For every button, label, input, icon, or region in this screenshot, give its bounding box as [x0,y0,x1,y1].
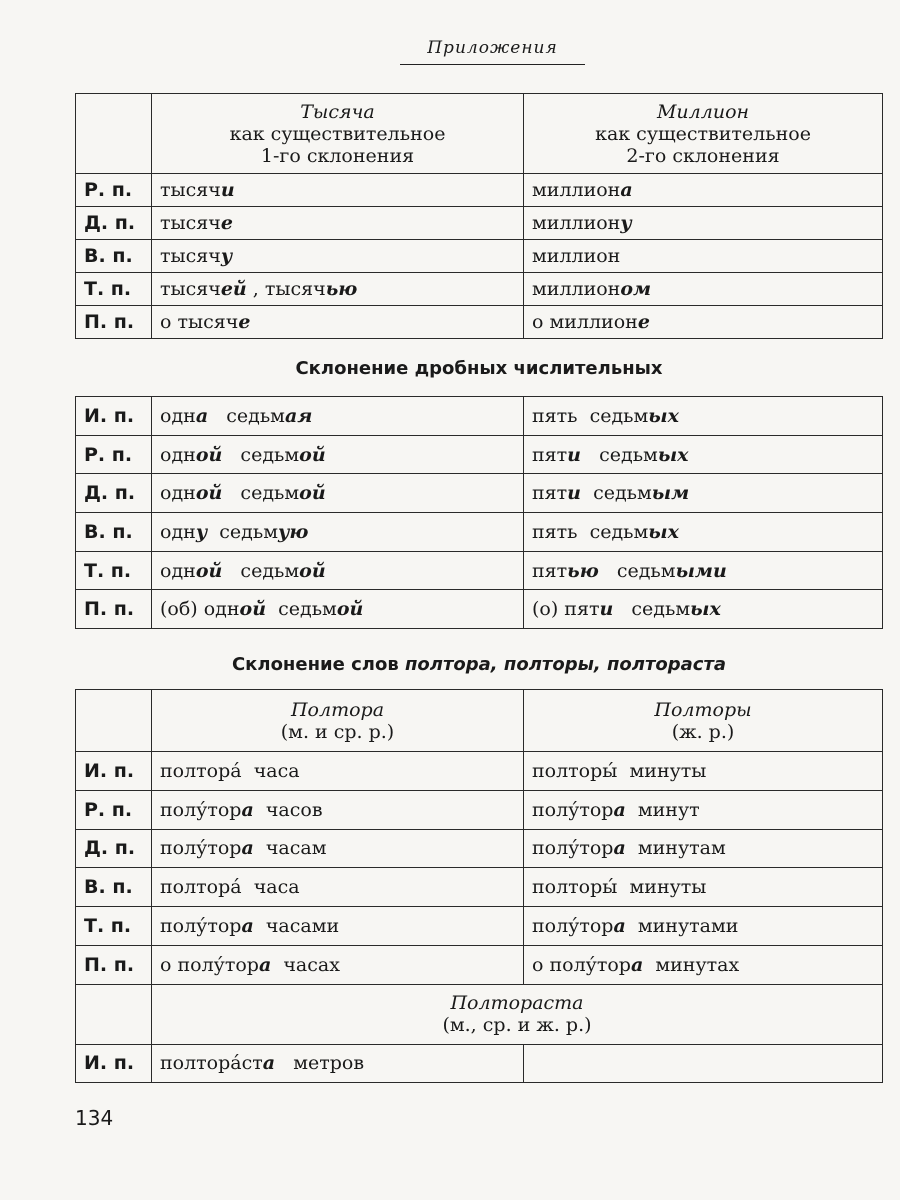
case-label: Д. п. [76,474,152,513]
word-stem: часов [253,798,323,821]
word-stem: минутами [625,915,739,938]
page-number: 134 [75,1106,114,1130]
form-cell [152,868,524,907]
table-row [76,829,883,868]
word-stem: полу́тор [160,915,242,938]
word-stem: седьм [208,404,285,427]
case-label: И. п. [76,397,152,436]
word-stem: полторáст [160,1052,263,1075]
case-label: Т. п. [76,551,152,590]
word-stem: седьм [598,559,676,582]
word-stem: минут [625,798,700,821]
case-label: В. п. [76,240,152,273]
form-cell [152,551,524,590]
section-title-poltora [75,654,883,675]
empty-cell [524,1044,883,1082]
word-stem: миллион [532,212,621,234]
form-cell [152,240,524,273]
running-header: Приложения [400,38,585,65]
empty-corner [76,94,152,174]
word-stem: о миллион [532,311,638,333]
word-stem: метров [275,1052,365,1075]
table-row [76,240,883,273]
form-cell [152,474,524,513]
word-stem: часа [241,759,300,782]
ending-highlight: и [599,598,614,621]
header-line: как существительное [595,122,811,145]
word-stem: тысяч [160,245,221,267]
ending-highlight: ой [195,443,223,466]
case-label: П. п. [76,945,152,984]
ending-highlight: ой [195,559,223,582]
word-stem: часам [253,837,327,860]
word-stem: пять седьм [532,404,649,427]
form-cell [152,945,524,984]
section-title-words: полтора, полторы, полтораста [404,654,727,675]
empty-cell [76,984,152,1044]
ending-highlight: а [620,179,633,201]
word-stem: о полу́тор [532,953,631,976]
header-line: (м., ср. и ж. р.) [442,1014,592,1037]
ending-highlight: ью [325,278,358,300]
form-cell [152,306,524,339]
word-stem: тысяч [160,212,221,234]
word-stem: о полу́тор [160,953,259,976]
ending-highlight: а [613,837,626,860]
word-stem: часами [253,915,340,938]
ending-highlight: а [262,1052,276,1075]
form-cell [152,752,524,791]
table-row [76,907,883,946]
ending-highlight: у [620,212,632,234]
case-label: Р. п. [76,174,152,207]
case-label: В. п. [76,513,152,552]
ending-highlight: ых [690,598,721,621]
word-stem: полу́тор [532,915,614,938]
word-stem: , тысяч [246,278,326,300]
form-cell [152,790,524,829]
ending-highlight: а [241,837,254,860]
ending-highlight: у [220,245,233,267]
word-stem: одн [160,482,196,505]
form-cell [152,397,524,436]
word-stem: миллион [532,179,621,201]
ending-highlight: ой [299,443,326,466]
word-stem: седьм [222,482,300,505]
ending-highlight: ыми [675,559,727,582]
word-stem: седьм [222,443,300,466]
poltora-table [75,689,883,1083]
form-cell [524,474,883,513]
header-title: Полтораста [450,992,584,1015]
ending-highlight: ью [567,559,599,582]
ending-highlight: ей [220,278,247,300]
form-cell [524,435,883,474]
case-label: И. п. [76,752,152,791]
table-row [76,945,883,984]
word-stem: о тысяч [160,311,239,333]
form-cell [524,551,883,590]
word-stem: пят [532,443,568,466]
case-label: Р. п. [76,790,152,829]
form-cell [152,1044,524,1082]
ending-highlight: ую [277,520,309,543]
word-stem: полу́тор [532,798,614,821]
ending-highlight: ых [648,520,679,543]
header-title: Тысяча [300,100,375,123]
word-stem: миллион [532,245,621,267]
word-stem: миллион [532,278,621,300]
ending-highlight: ой [336,598,364,621]
table-row [76,397,883,436]
word-stem: (о) пят [532,598,600,621]
table-row [76,551,883,590]
case-label: И. п. [76,1044,152,1082]
form-cell [152,513,524,552]
form-cell [152,174,524,207]
word-stem: одн [160,404,196,427]
form-cell [524,240,883,273]
ending-highlight: и [567,482,581,505]
ending-highlight: е [220,212,233,234]
header-million [524,94,883,174]
ending-highlight: е [238,311,251,333]
form-cell [524,306,883,339]
ending-highlight: а [241,915,254,938]
word-stem: одн [160,559,196,582]
form-cell [524,945,883,984]
word-stem: пят [532,559,568,582]
case-label: П. п. [76,306,152,339]
ending-highlight: ой [195,482,223,505]
word-stem: часах [271,953,340,976]
word-stem: полторы́ [532,876,618,899]
table-row [76,174,883,207]
form-cell [152,207,524,240]
table-row [76,207,883,240]
form-cell [152,273,524,306]
ending-highlight: ой [239,598,267,621]
form-cell [152,435,524,474]
fractions-table [75,396,883,629]
header-line: 2-го склонения [626,144,780,167]
table-row [76,752,883,791]
form-cell [152,590,524,629]
case-label: В. п. [76,868,152,907]
header-poltorasta [152,984,883,1044]
header-poltora [152,690,524,752]
word-stem: полторá [160,876,242,899]
ending-highlight: а [258,953,272,976]
case-label: П. п. [76,590,152,629]
form-cell [524,273,883,306]
header-line: 1-го склонения [260,144,415,167]
word-stem: седьм [581,482,652,505]
ending-highlight: ом [620,278,652,300]
word-stem: полторá [160,759,242,782]
table-row [76,868,883,907]
table-row [76,435,883,474]
word-stem: (об) одн [160,598,240,621]
form-cell [524,907,883,946]
word-stem: седьм [266,598,337,621]
word-stem: часа [241,876,300,899]
form-cell [524,207,883,240]
case-label: Д. п. [76,207,152,240]
word-stem: седьм [222,559,300,582]
form-cell [524,513,883,552]
ending-highlight: и [567,443,581,466]
ending-highlight: а [613,798,626,821]
word-stem: одн [160,443,196,466]
ending-highlight: е [637,311,650,333]
header-poltory [524,690,883,752]
word-stem: полу́тор [160,798,242,821]
word-stem: минутам [625,837,726,860]
ending-highlight: а [613,915,626,938]
header-title: Полторы [654,698,752,721]
case-label: Т. п. [76,273,152,306]
case-label: Р. п. [76,435,152,474]
word-stem: минуты [617,759,707,782]
empty-corner [76,690,152,752]
form-cell [524,752,883,791]
form-cell [524,174,883,207]
header-title: Полтора [290,698,385,721]
table-row [76,474,883,513]
case-label: Д. п. [76,829,152,868]
word-stem: седьм [613,598,691,621]
form-cell [152,829,524,868]
table-row [76,513,883,552]
word-stem: седьм [581,443,658,466]
word-stem: седьм [207,520,278,543]
ending-highlight: ая [284,404,313,427]
word-stem: тысяч [160,278,221,300]
word-stem: полторы́ [532,759,618,782]
table-row [76,273,883,306]
ending-highlight: а [195,404,209,427]
ending-highlight: ых [648,404,679,427]
ending-highlight: и [220,179,235,201]
word-stem: одн [160,520,196,543]
form-cell [524,590,883,629]
section-title-fractions: Склонение дробных числительных [295,358,663,379]
ending-highlight: ой [299,559,326,582]
header-thousand [152,94,524,174]
header-line: (ж. р.) [671,720,735,743]
ending-highlight: у [195,520,208,543]
header-line: как существительное [229,122,446,145]
form-cell [524,397,883,436]
header-title: Миллион [656,100,750,123]
word-stem: пят [532,482,568,505]
case-label: Т. п. [76,907,152,946]
ending-highlight: ых [657,443,689,466]
header-line: (м. и ср. р.) [280,720,395,743]
ending-highlight: ой [299,482,326,505]
word-stem: минуты [617,876,707,899]
word-stem: полу́тор [160,837,242,860]
thousand-million-table [75,93,883,339]
word-stem: полу́тор [532,837,614,860]
ending-highlight: ым [651,482,690,505]
table-row [76,306,883,339]
form-cell [524,790,883,829]
word-stem: пять седьм [532,520,649,543]
ending-highlight: а [241,798,254,821]
table-row [76,590,883,629]
word-stem: тысяч [160,179,221,201]
section-title-prefix: Склонение слов [231,654,405,675]
form-cell [152,907,524,946]
table-row [76,790,883,829]
ending-highlight: а [630,953,644,976]
form-cell [524,829,883,868]
word-stem: минутах [643,953,740,976]
form-cell [524,868,883,907]
